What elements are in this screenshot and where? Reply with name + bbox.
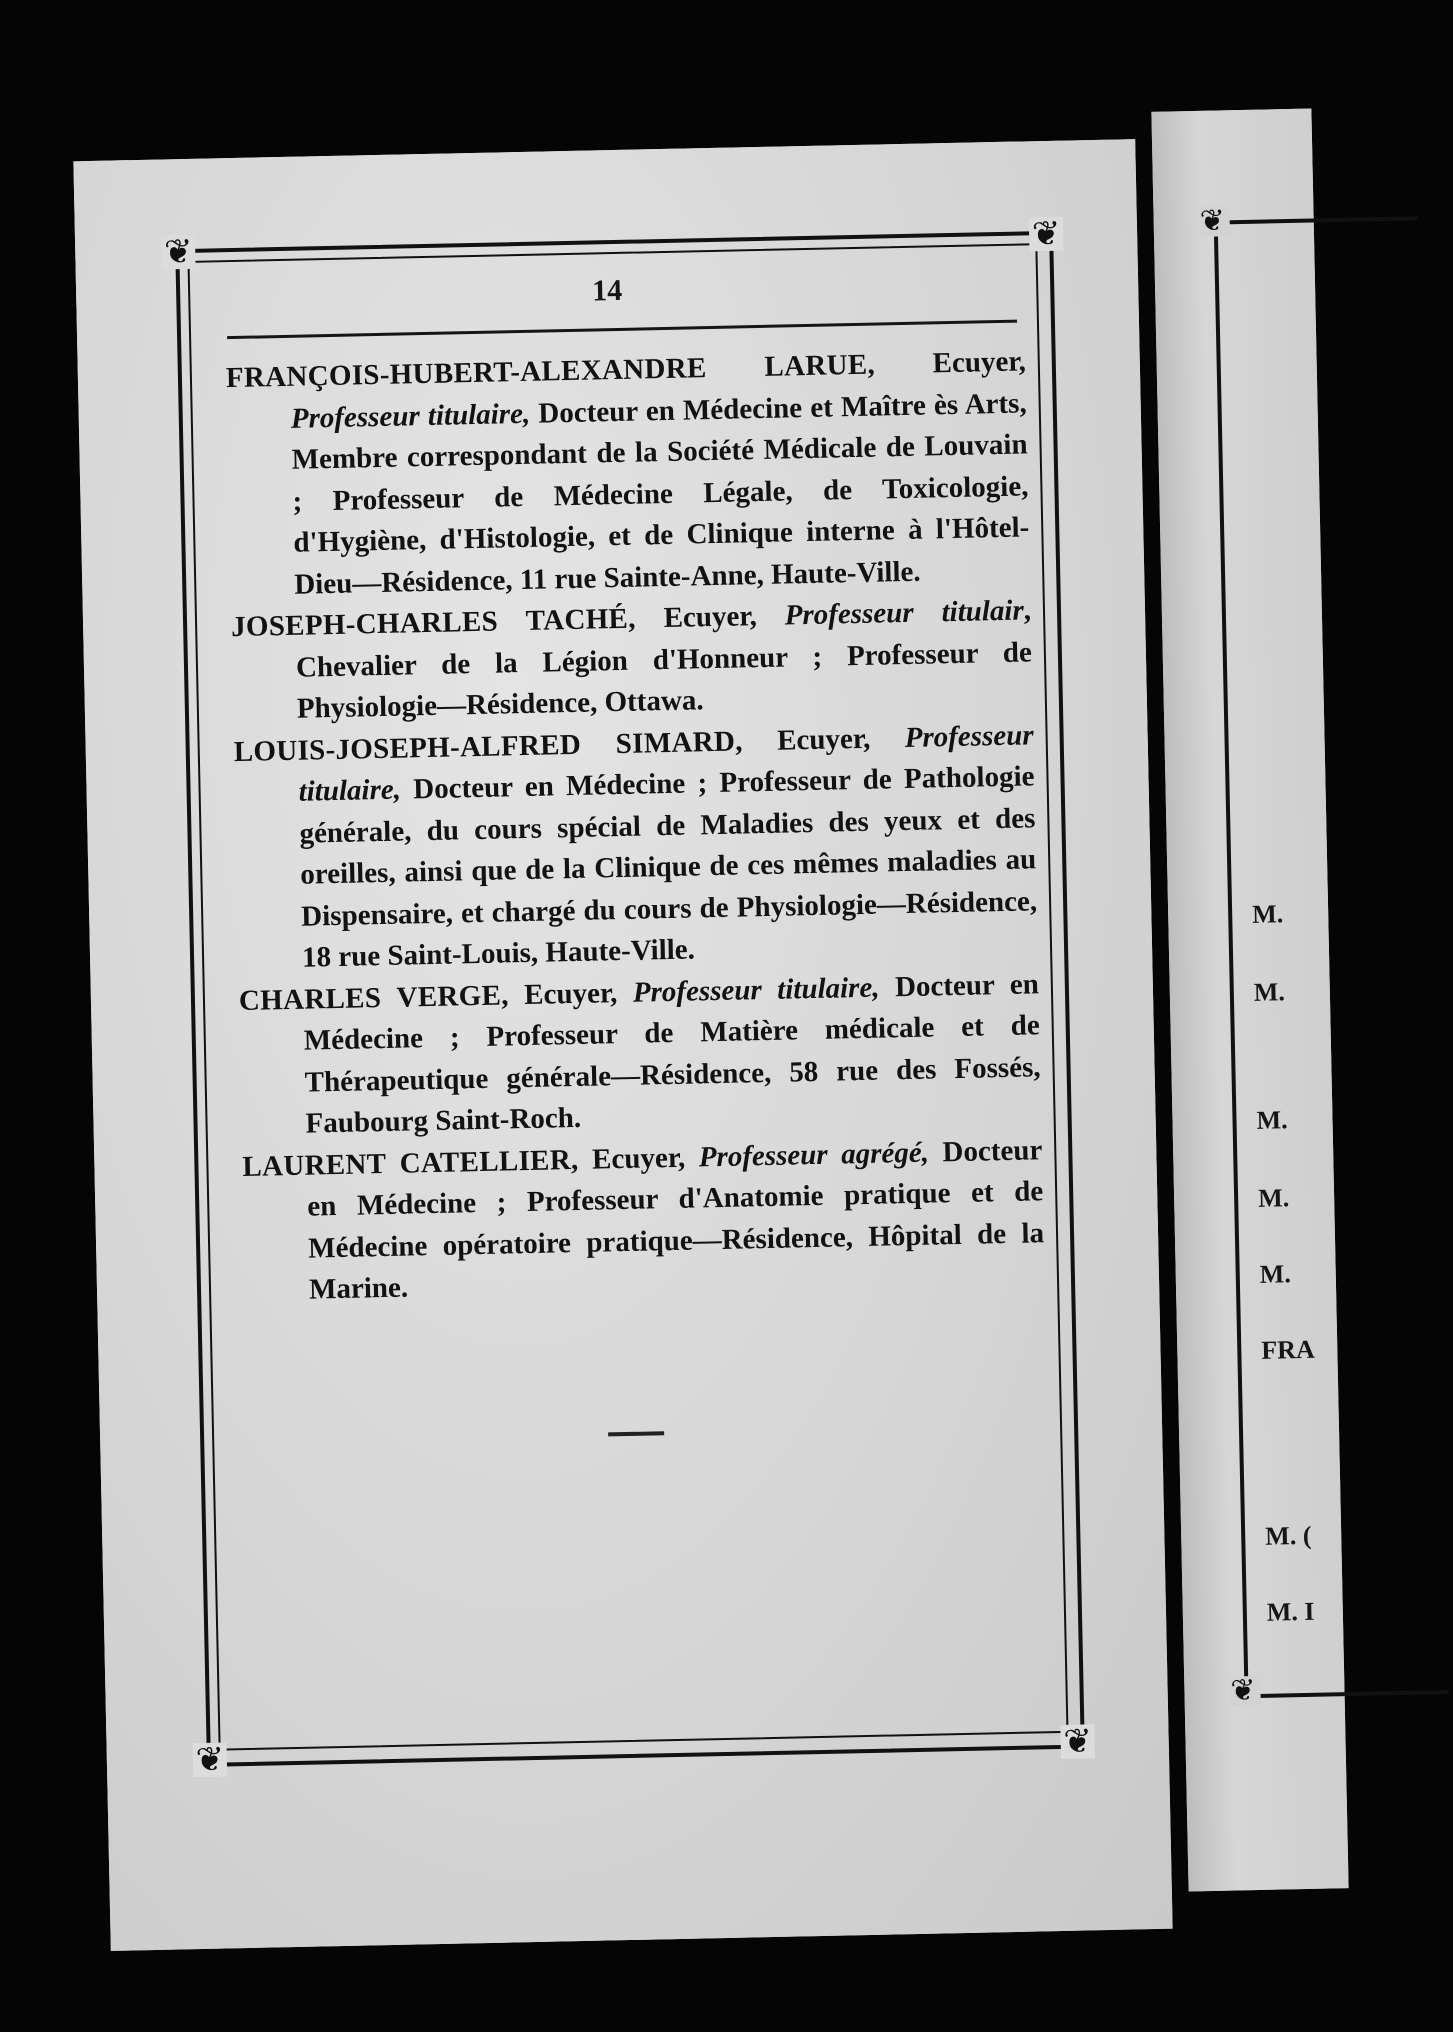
entry-text: , Chevalier de la Légion d'Honneur ; Professeur de Physiologie—Résidence, Ottawa. — [295, 594, 1033, 725]
adjacent-page-fragment — [1151, 109, 1348, 1892]
entry-name: FRANÇOIS-HUBERT-ALEXANDRE LARUE, — [225, 348, 876, 395]
entry-rank: Ecuyer, — [874, 345, 1027, 381]
faculty-entry — [242, 1130, 1045, 1313]
entry-rank: Ecuyer, — [578, 1140, 700, 1176]
entry-name: LAURENT CATELLIER, — [242, 1143, 579, 1183]
adjacent-line: M. ( — [1264, 1520, 1312, 1551]
adjacent-line: FRA — [1261, 1334, 1316, 1365]
entry-text: Docteur en Médecine ; Professeur d'Anatomie pratique et de Médecine opératoire pratique—Résidence, Hôpital de la Marine. — [306, 1133, 1045, 1306]
page-number: 14 — [591, 273, 623, 308]
corner-ornament-icon: ❦ — [1230, 1676, 1261, 1707]
adjacent-page-border — [1214, 216, 1449, 1698]
faculty-list — [226, 341, 1046, 1312]
corner-ornament-icon: ❦ — [1199, 206, 1230, 237]
corner-ornament-icon: ❦ — [1060, 1724, 1095, 1759]
entry-title: Professeur titulaire, — [298, 718, 1034, 808]
entry-name: JOSEPH-CHARLES TACHÉ, — [230, 602, 637, 644]
entry-text: Docteur en Médecine et Maître ès Arts, Membre correspondant de la Société Médicale de Louvain ; Professeur de Médecine Légale, de Toxicologie, d'Hygiène, d'Histologie, et de Clinique interne à l'Hôtel-Dieu—Résidence, 11 rue Sainte-Anne, Haute-Ville. — [291, 386, 1030, 601]
faculty-entry — [233, 715, 1038, 981]
corner-ornament-icon: ❦ — [161, 235, 196, 270]
faculty-entry — [226, 341, 1031, 607]
adjacent-line: M. — [1257, 1183, 1290, 1213]
adjacent-line: M. — [1251, 899, 1284, 929]
entry-name: LOUIS-JOSEPH-ALFRED SIMARD, — [233, 724, 744, 768]
entry-title: Professeur titulair — [784, 594, 1025, 632]
faculty-entry — [239, 964, 1042, 1147]
entry-title: Professeur agrégé, — [698, 1136, 930, 1173]
adjacent-line: M. I — [1266, 1596, 1315, 1627]
corner-ornament-icon: ❦ — [193, 1742, 228, 1777]
adjacent-page-text — [1235, 108, 1316, 1627]
entry-text: Docteur en Médecine ; Professeur de Matière médicale et de Thérapeutique générale—Résidence, 58 rue des Fossés, Faubourg Saint-Roch. — [303, 967, 1041, 1140]
adjacent-line: M. — [1259, 1259, 1292, 1289]
entry-text: Docteur en Médecine ; Professeur de Pathologie générale, du cours spécial de Maladies des yeux et des oreilles, ainsi que de la Clinique de ces mêmes maladies au Dispensaire, et chargé du cours de Physiologie—Résidence, 18 rue Saint-Louis, Haute-Ville. — [299, 760, 1038, 974]
entry-rank: Ecuyer, — [635, 599, 786, 635]
entry-rank: Ecuyer, — [742, 721, 906, 757]
entry-title: Professeur titulaire, — [290, 397, 531, 435]
entry-rank: Ecuyer, — [508, 976, 634, 1011]
entry-name: CHARLES VERGE, — [238, 978, 510, 1017]
corner-ornament-icon: ❦ — [1029, 217, 1064, 252]
book-page — [73, 139, 1172, 1951]
adjacent-line: M. — [1253, 977, 1286, 1007]
entry-title: Professeur titulaire, — [632, 971, 880, 1009]
faculty-entry — [231, 590, 1033, 731]
adjacent-line: M. — [1256, 1105, 1288, 1135]
